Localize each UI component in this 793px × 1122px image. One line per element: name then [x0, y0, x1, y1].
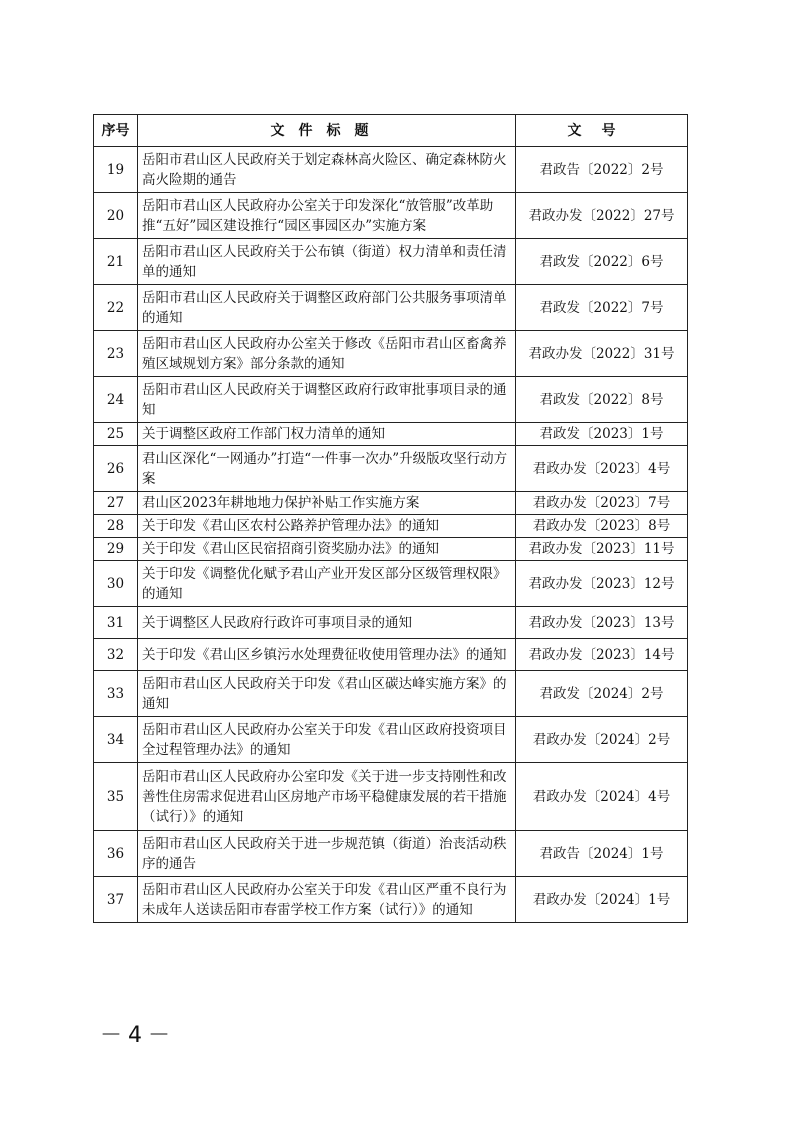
row-doc-no: 君政办发〔2023〕14号 [516, 639, 688, 671]
table-row [94, 331, 688, 377]
table-row [94, 561, 688, 607]
row-seq: 23 [94, 331, 138, 377]
row-doc-no: 君政办发〔2023〕11号 [516, 538, 688, 561]
row-seq: 37 [94, 877, 138, 923]
row-seq: 28 [94, 515, 138, 538]
table-row [94, 717, 688, 763]
row-doc-no: 君政发〔2022〕7号 [516, 285, 688, 331]
document-table [93, 114, 688, 923]
table-row [94, 515, 688, 538]
row-seq: 36 [94, 831, 138, 877]
table-row [94, 377, 688, 423]
row-doc-no: 君政发〔2022〕6号 [516, 239, 688, 285]
table-row [94, 831, 688, 877]
row-title: 君山区深化“一网通办”打造“一件事一次办”升级版攻坚行动方案 [138, 446, 516, 492]
row-seq: 35 [94, 763, 138, 831]
row-seq: 30 [94, 561, 138, 607]
row-doc-no: 君政办发〔2024〕2号 [516, 717, 688, 763]
row-title: 关于印发《君山区农村公路养护管理办法》的通知 [138, 515, 516, 538]
row-doc-no: 君政发〔2022〕8号 [516, 377, 688, 423]
row-doc-no: 君政办发〔2023〕8号 [516, 515, 688, 538]
table-row [94, 763, 688, 831]
row-title: 岳阳市君山区人民政府办公室关于印发《君山区严重不良行为未成年人送读岳阳市春雷学校工作方案（试行）》的通知 [138, 877, 516, 923]
row-seq: 22 [94, 285, 138, 331]
table-row [94, 607, 688, 639]
row-doc-no: 君政办发〔2023〕4号 [516, 446, 688, 492]
row-doc-no: 君政办发〔2024〕4号 [516, 763, 688, 831]
row-seq: 27 [94, 492, 138, 515]
page-number: －4－ [100, 1023, 176, 1048]
row-title: 关于调整区政府工作部门权力清单的通知 [138, 423, 516, 446]
row-title: 关于调整区人民政府行政许可事项目录的通知 [138, 607, 516, 639]
table-row [94, 193, 688, 239]
row-seq: 19 [94, 147, 138, 193]
row-doc-no: 君政办发〔2022〕27号 [516, 193, 688, 239]
row-title: 岳阳市君山区人民政府办公室印发《关于进一步支持刚性和改善性住房需求促进君山区房地产市场平稳健康发展的若干措施（试行）》的通知 [138, 763, 516, 831]
row-seq: 26 [94, 446, 138, 492]
row-doc-no: 君政告〔2022〕2号 [516, 147, 688, 193]
row-seq: 31 [94, 607, 138, 639]
row-seq: 21 [94, 239, 138, 285]
table-row [94, 423, 688, 446]
row-doc-no: 君政办发〔2023〕12号 [516, 561, 688, 607]
table-row [94, 538, 688, 561]
row-title: 岳阳市君山区人民政府关于印发《君山区碳达峰实施方案》的通知 [138, 671, 516, 717]
row-doc-no: 君政发〔2024〕2号 [516, 671, 688, 717]
row-doc-no: 君政办发〔2022〕31号 [516, 331, 688, 377]
row-doc-no: 君政办发〔2023〕7号 [516, 492, 688, 515]
table-row [94, 639, 688, 671]
row-seq: 20 [94, 193, 138, 239]
row-seq: 25 [94, 423, 138, 446]
row-seq: 32 [94, 639, 138, 671]
row-title: 君山区2023年耕地地力保护补贴工作实施方案 [138, 492, 516, 515]
row-seq: 34 [94, 717, 138, 763]
row-title: 岳阳市君山区人民政府关于进一步规范镇（街道）治丧活动秩序的通告 [138, 831, 516, 877]
row-title: 岳阳市君山区人民政府关于划定森林高火险区、确定森林防火高火险期的通告 [138, 147, 516, 193]
row-seq: 33 [94, 671, 138, 717]
row-doc-no: 君政办发〔2023〕13号 [516, 607, 688, 639]
row-title: 岳阳市君山区人民政府办公室关于修改《岳阳市君山区畜禽养殖区域规划方案》部分条款的通知 [138, 331, 516, 377]
table-header-row [94, 115, 688, 147]
row-seq: 24 [94, 377, 138, 423]
table-row [94, 147, 688, 193]
row-title: 岳阳市君山区人民政府关于调整区政府行政审批事项目录的通知 [138, 377, 516, 423]
row-doc-no: 君政发〔2023〕1号 [516, 423, 688, 446]
row-title: 关于印发《君山区民宿招商引资奖励办法》的通知 [138, 538, 516, 561]
row-title: 关于印发《君山区乡镇污水处理费征收使用管理办法》的通知 [138, 639, 516, 671]
row-doc-no: 君政办发〔2024〕1号 [516, 877, 688, 923]
row-title: 岳阳市君山区人民政府关于公布镇（街道）权力清单和责任清单的通知 [138, 239, 516, 285]
header-doc-no: 文号 [516, 115, 688, 147]
row-title: 岳阳市君山区人民政府办公室关于印发深化“放管服”改革助推“五好”园区建设推行“园区事园区办”实施方案 [138, 193, 516, 239]
row-seq: 29 [94, 538, 138, 561]
row-title: 岳阳市君山区人民政府办公室关于印发《君山区政府投资项目全过程管理办法》的通知 [138, 717, 516, 763]
table-row [94, 877, 688, 923]
header-seq: 序号 [94, 115, 138, 147]
row-title: 关于印发《调整优化赋予君山产业开发区部分区级管理权限》的通知 [138, 561, 516, 607]
row-title: 岳阳市君山区人民政府关于调整区政府部门公共服务事项清单的通知 [138, 285, 516, 331]
row-doc-no: 君政告〔2024〕1号 [516, 831, 688, 877]
table-row [94, 285, 688, 331]
table-row [94, 492, 688, 515]
table-row [94, 671, 688, 717]
header-title: 文件标题 [138, 115, 516, 147]
table-row [94, 446, 688, 492]
table-row [94, 239, 688, 285]
table-body [94, 147, 688, 923]
